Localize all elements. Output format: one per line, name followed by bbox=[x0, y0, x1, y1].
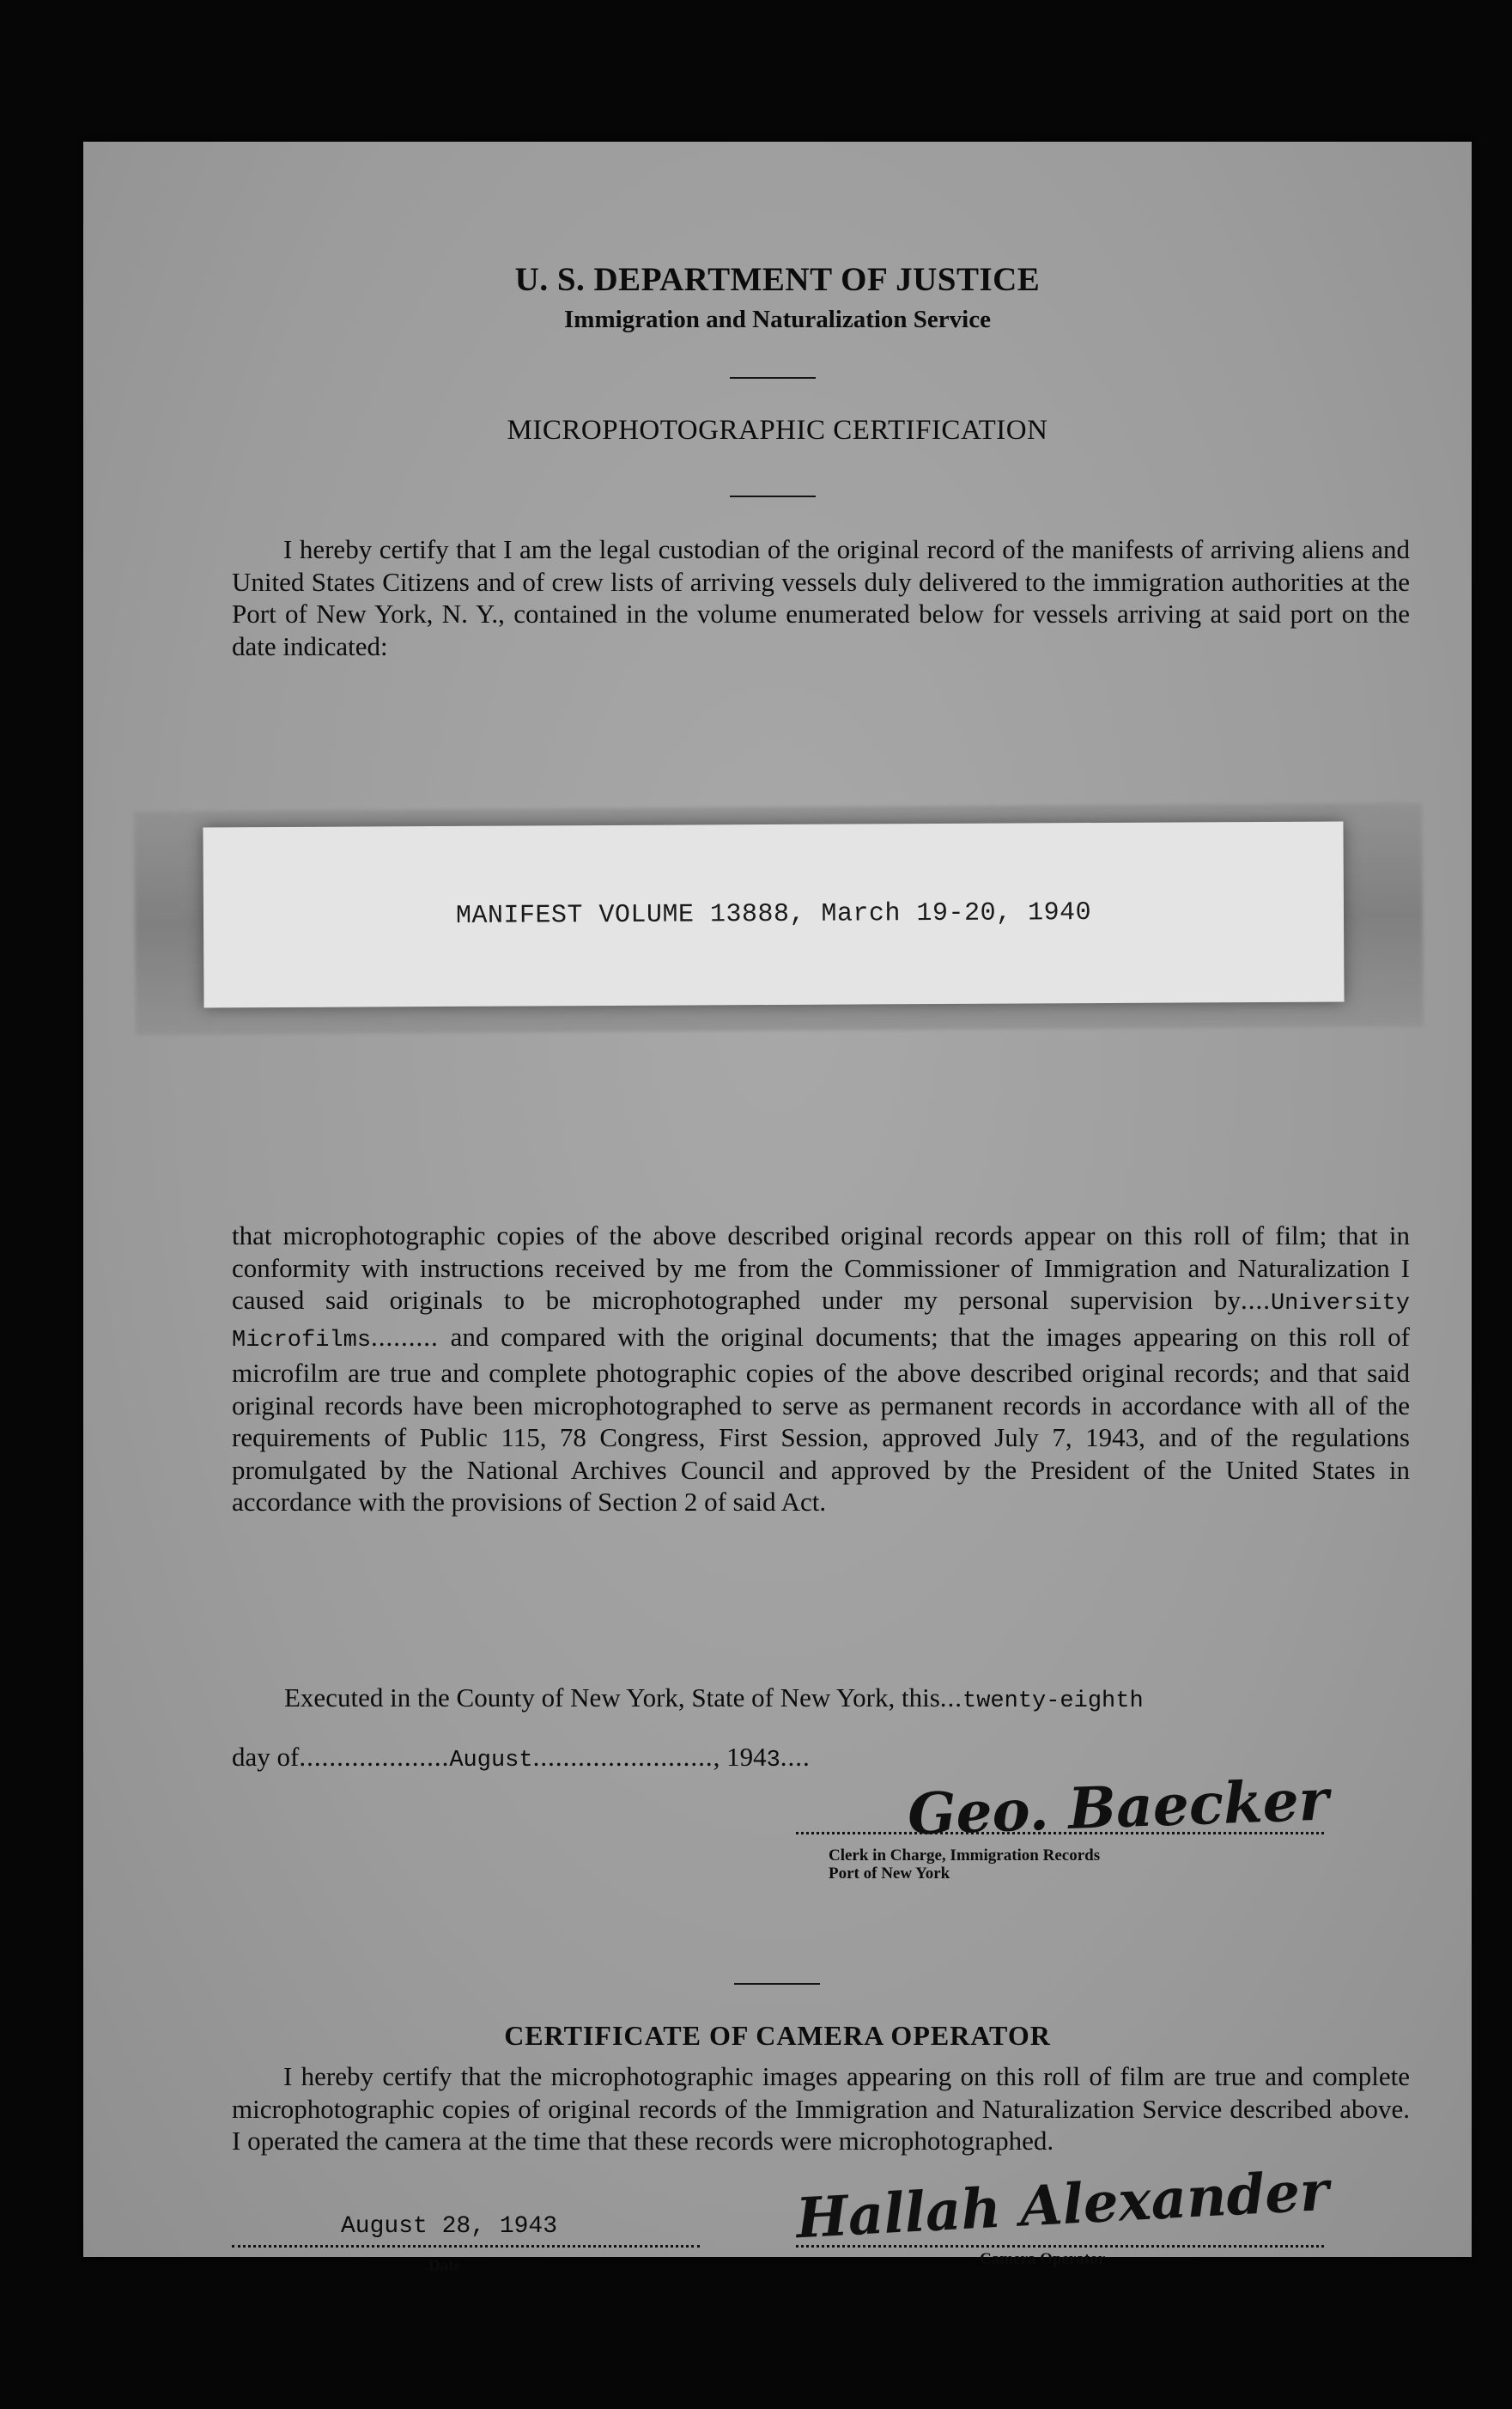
execution-prefix: Executed in the County of New York, State of New York, this bbox=[284, 1682, 940, 1712]
clerk-signature-line bbox=[796, 1832, 1324, 1834]
operator-signature-line bbox=[796, 2245, 1324, 2248]
year-prefix: , 194 bbox=[713, 1742, 767, 1772]
clerk-title-line1: Clerk in Charge, Immigration Records bbox=[829, 1846, 1101, 1865]
certification-body: that microphotographic copies of the above described original records appear on this roll of film; that in conformity with instructions received by me from the Commissioner of Immigration and Naturalization I caused said originals to be microphotographed under my personal supervision by....University Microfilms......... and compared with the original documents; that the images appearing on this roll of microfilm are true and complete photographic copies of the above described original records; and that said original records have been microphotographed to serve as permanent records in accordance with all of the requirements of Public 115, 78 Congress, First Session, approved July 7, 1943, and of the regulations promulgated by the National Archives Council and approved by the President of the United States in accordance with the provisions of Section 2 of said Act. bbox=[232, 1220, 1411, 1517]
volume-label: MANIFEST VOLUME 13888, March 19-20, 1940 bbox=[455, 898, 1092, 931]
camera-operator-heading: CERTIFICATE OF CAMERA OPERATOR bbox=[504, 2020, 1051, 2051]
divider bbox=[734, 1983, 820, 1985]
divider bbox=[730, 496, 816, 497]
camera-operator-paragraph: I hereby certify that the microphotographic images appearing on this roll of film are true and complete microphotographic copies of original records of the Immigration and Naturalization Service described above. I operated the camera at the time that these records were microphotographed. bbox=[232, 2061, 1410, 2156]
certification-title: MICROPHOTOGRAPHIC CERTIFICATION bbox=[507, 415, 1048, 446]
day-of-line: day of....................August........................, 1943.... bbox=[232, 1742, 811, 1773]
camera-operator-signature: Hallah Alexander bbox=[794, 2158, 1331, 2252]
camera-operator-label: Camera Operator bbox=[980, 2250, 1106, 2268]
camera-date-value: August 28, 1943 bbox=[341, 2213, 558, 2240]
month-value: August bbox=[449, 1748, 533, 1773]
service-subheading: Immigration and Naturalization Service bbox=[564, 306, 991, 333]
divider bbox=[730, 377, 816, 379]
filmed-by-value: University Microfilms bbox=[232, 1291, 1410, 1354]
clerk-title-line2: Port of New York bbox=[829, 1865, 950, 1883]
certificate-page bbox=[83, 142, 1472, 2275]
clerk-signature: Geo. Baecker bbox=[906, 1766, 1330, 1848]
intro-paragraph: I hereby certify that I am the legal custodian of the original record of the manifests of arriving aliens and United States Citizens and of crew lists of arriving vessels duly delivered to the immigration authorities at the Port of New York, N. Y., contained in the volume enumerated below for vessels arriving at said port on the date indicated: bbox=[232, 534, 1410, 661]
execution-line: Executed in the County of New York, State of New York, this...twenty-eighth bbox=[284, 1682, 1144, 1714]
date-label: Date bbox=[428, 2257, 461, 2275]
day-of-label: day of bbox=[232, 1742, 300, 1772]
body-part2: and compared with the original documents; that the images appearing on this roll of microfilm are true and complete photographic copies of the above described original records; and that said original records have been microphotographed to serve as permanent records in accordance with all of the requirements of Public 115, 78 Congress, First Session, approved July 7, 1943, and of the regulations promulgated by the National Archives Council and approved by the President of the United States in accordance with the provisions of Section 2 of said Act. bbox=[232, 1321, 1411, 1517]
department-heading: U. S. DEPARTMENT OF JUSTICE bbox=[514, 261, 1041, 298]
body-part1: that microphotographic copies of the above described original records appear on this roll of film; that in conformity with instructions received by me from the Commissioner of Immigration and Naturalization I caused said originals to be microphotographed under my personal supervision by bbox=[232, 1220, 1410, 1315]
year-digit: 3 bbox=[766, 1748, 780, 1773]
date-line bbox=[232, 2245, 700, 2248]
volume-label-strip bbox=[203, 822, 1344, 1008]
clerk-title bbox=[829, 1846, 1100, 1883]
execution-day-value: twenty-eighth bbox=[962, 1688, 1144, 1714]
